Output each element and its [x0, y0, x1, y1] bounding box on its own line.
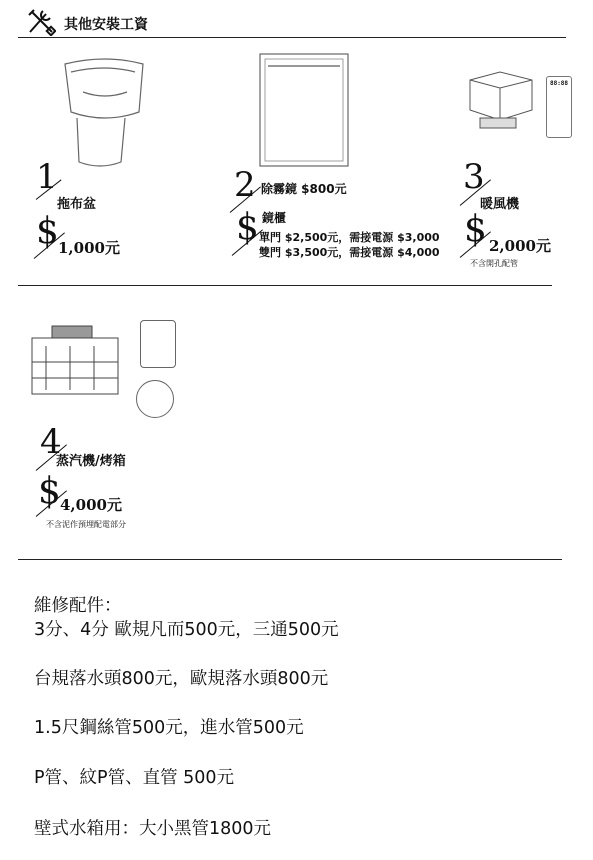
steam-generator-image [26, 322, 126, 406]
heater-image [460, 70, 540, 136]
item-2-name: 除霧鏡 $800元 [261, 182, 347, 196]
item-1-number: 1 [36, 157, 58, 197]
item-4-name: 蒸汽機/烤箱 [56, 454, 126, 469]
item-3-number: 3 [463, 157, 485, 197]
page-title: 其他安裝工資 [64, 17, 148, 33]
item-1-currency: $ [36, 211, 59, 252]
divider-top [18, 37, 566, 38]
repairs-line: P管、紋P管、直管 500元 [34, 768, 235, 788]
repairs-heading: 維修配件： [34, 596, 122, 616]
item-3-name: 暖風機 [480, 197, 520, 212]
item-2-number: 2 [234, 165, 256, 205]
item-2-currency: $ [236, 207, 259, 248]
item-4-price: 4,000元 [60, 496, 122, 514]
item-2-subtitle: 鏡櫃 [262, 211, 287, 225]
item-4-currency: $ [38, 471, 61, 512]
mirror-image [258, 52, 350, 172]
item-2-line1: 單門 $2,500元，需接電源 $3,000 [259, 231, 440, 244]
item-1-name: 拖布盆 [57, 197, 97, 212]
mop-sink-image [55, 52, 155, 176]
item-3-note: 不含開孔配管 [470, 259, 518, 268]
item-1-price: 1,000元 [58, 239, 120, 257]
repairs-line: 台規落水頭800元，歐規落水頭800元 [34, 669, 329, 689]
steam-control-panel [140, 320, 176, 368]
item-4-note: 不含泥作預埋配電部分 [46, 520, 126, 529]
repairs-line: 1.5尺鋼絲管500元，進水管500元 [34, 718, 304, 738]
divider-middle [18, 285, 552, 286]
item-2-line2: 雙門 $3,500元，需接電源 $4,000 [259, 246, 440, 259]
heater-remote [546, 76, 572, 138]
item-3-price: 2,000元 [489, 237, 551, 255]
steam-nozzle [136, 380, 174, 418]
item-3-currency: $ [464, 209, 487, 250]
item-4-number: 4 [40, 422, 62, 462]
divider-bottom [18, 559, 562, 560]
repairs-line: 壁式水箱用：大小黑管1800元 [34, 819, 272, 839]
remote-display: 88:88 [549, 80, 569, 87]
tools-icon [26, 8, 56, 36]
repairs-line: 3分、4分 歐規凡而500元，三通500元 [34, 620, 339, 640]
